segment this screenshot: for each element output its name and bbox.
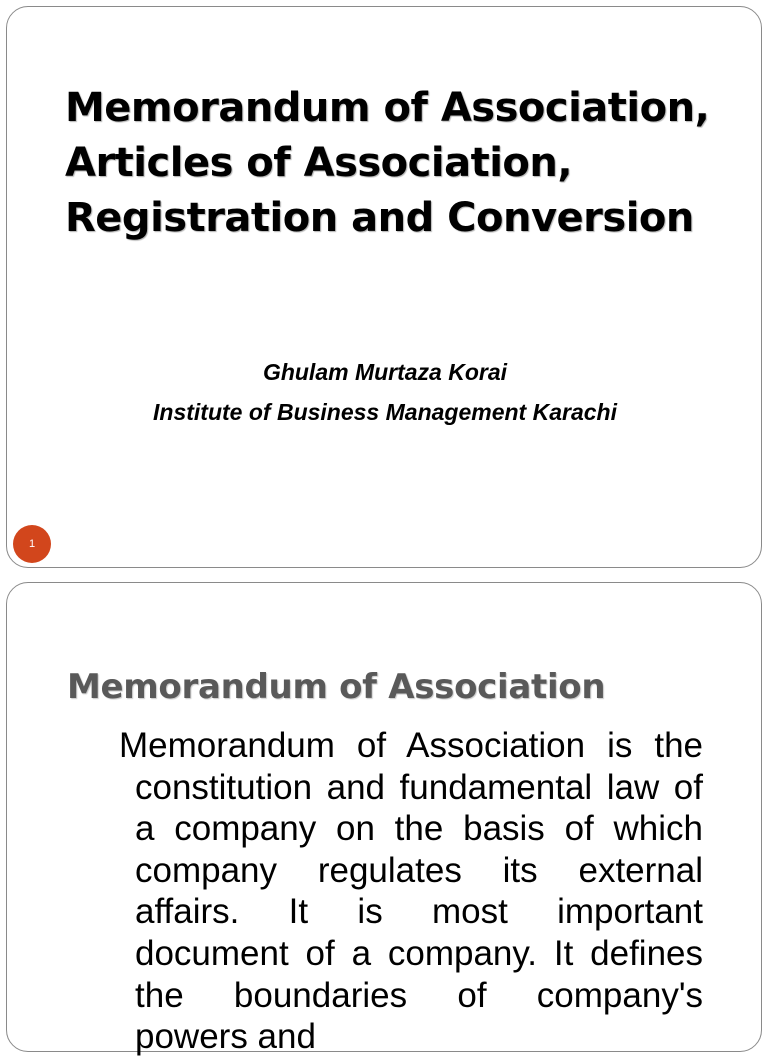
slide-number-badge: 1 <box>13 525 51 563</box>
author-name: Ghulam Murtaza Korai <box>262 359 508 385</box>
slide-2 <box>6 582 762 1057</box>
slide-body-text: Memorandum of Association is the constitution and fundamental law of a company on the basis of which company regulates its external affairs. It is most important document of a company. It defines the boundaries of company's powers and <box>119 726 703 1057</box>
slide-title: Memorandum of Association, Articles of Association, Registration and Conversion <box>65 85 710 241</box>
slide-1 <box>6 6 762 568</box>
slide-heading: Memorandum of Association <box>67 667 606 707</box>
author-institution: Institute of Business Management Karachi <box>153 399 617 425</box>
